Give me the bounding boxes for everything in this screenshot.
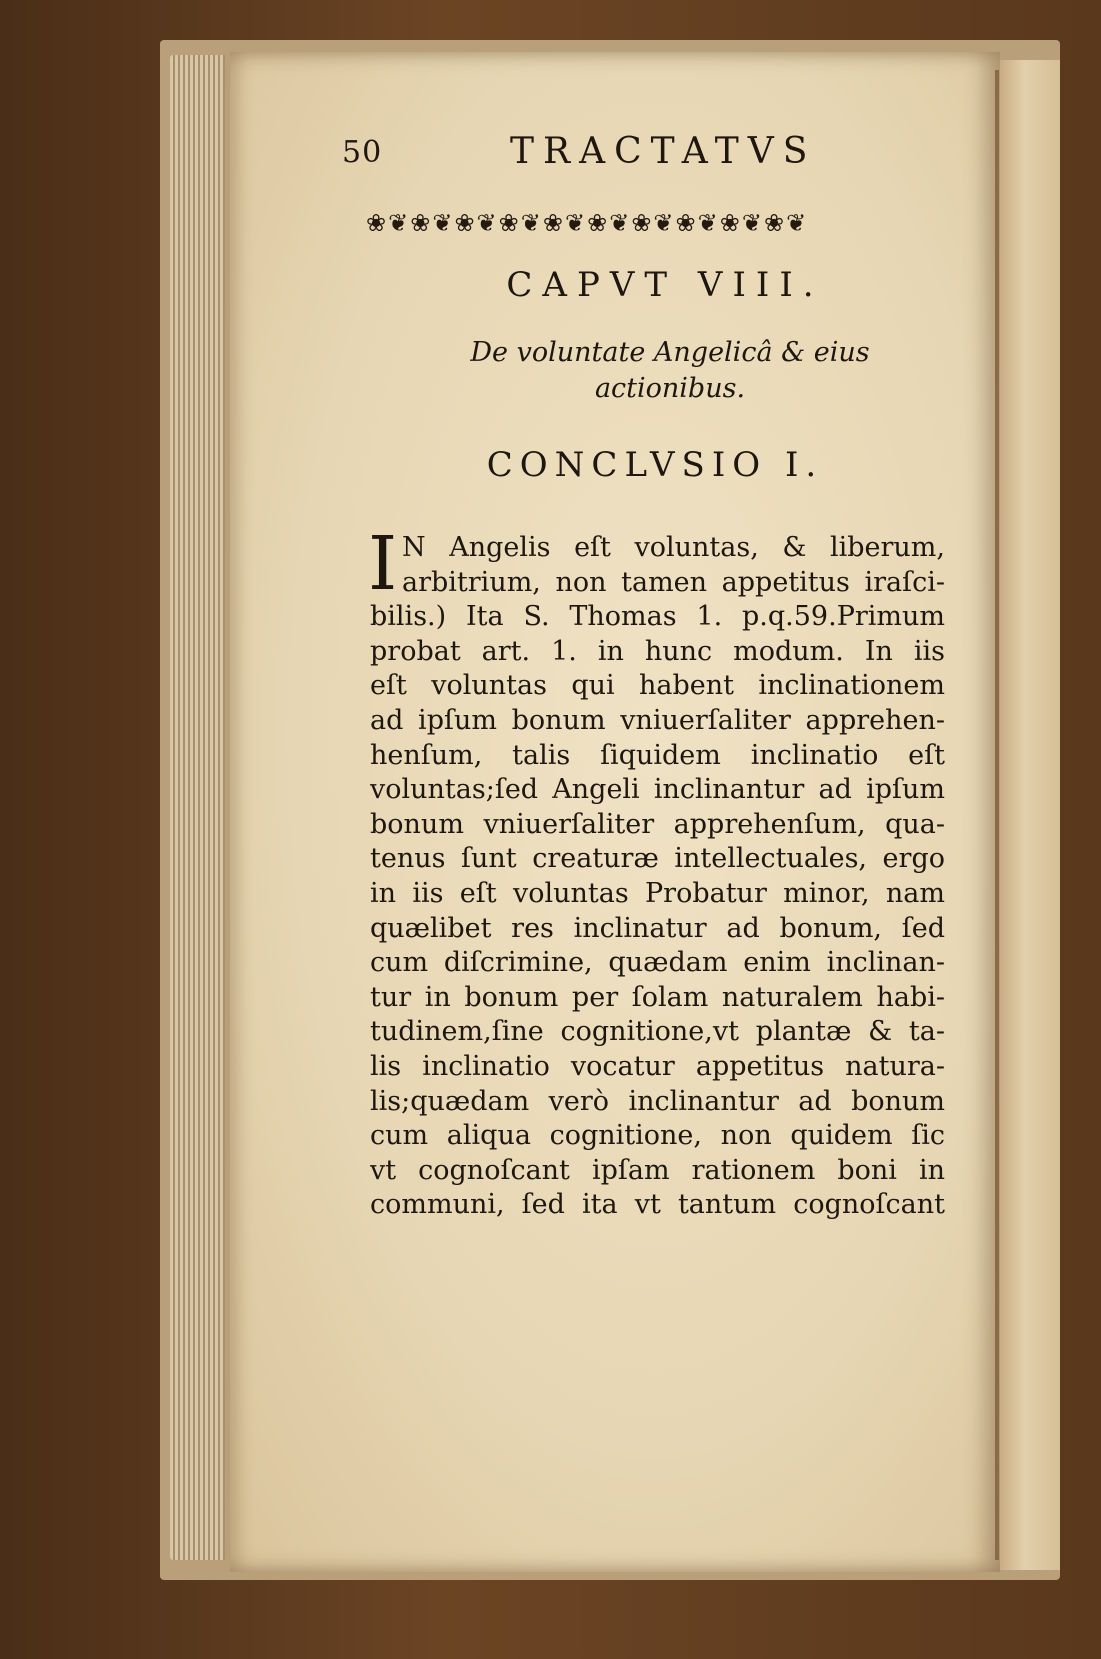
chapter-subtitle [330,335,950,407]
facing-page-edge [1000,60,1060,1570]
text-line: arbitrium, non tamen appetitus iraſci- [402,566,945,598]
text-line: bonum vniuerſaliter apprehenſum, qua- [370,808,945,840]
page-number: 50 [342,135,383,170]
text-line: bilis.) Ita S. Thomas 1. p.q.59.Primum [370,601,945,633]
chapter-subtitle-line-2: actionibus. [594,373,746,404]
text-line: cum diſcrimine, quædam enim inclinan- [370,947,945,979]
text-line: henſum, talis ſiquidem inclinatio eſt [370,739,945,771]
drop-cap: I [368,521,398,607]
text-line: probat art. 1. in hunc modum. In iis [370,635,945,667]
text-line: N Angelis eſt voluntas, & liberum, [402,532,945,563]
text-line: quælibet res inclinatur ad bonum, ſed [370,912,945,944]
text-line: lis;quædam verò inclinantur ad bonum [370,1085,945,1117]
text-line: tenus ſunt creaturæ intellectuales, ergo [370,843,945,875]
ornamental-band: ❀❦❀❦❀❦❀❦❀❦❀❦❀❦❀❦❀❦❀❦ [366,209,809,237]
page-edges [170,55,225,1560]
text-line: in iis eſt voluntas Probatur minor, nam [370,877,945,909]
gutter [995,70,999,1560]
page-text-area [330,125,950,1545]
conclusion-title: CONCLVSIO I. [486,445,824,485]
text-line: tur in bonum per ſolam naturalem habi- [370,981,945,1013]
body-text [368,521,945,1223]
text-line: communi, ſed ita vt tantum cognoſcant [370,1189,945,1221]
running-title: TRACTATVS [510,131,817,172]
text-line: eſt voluntas qui habent inclinationem [370,670,945,702]
text-line: voluntas;ſed Angeli inclinantur ad ipſum [370,774,945,806]
text-line: lis inclinatio vocatur appetitus natura- [370,1050,945,1082]
text-line: tudinem,ſine cognitione,vt plantæ & ta- [370,1016,945,1048]
chapter-subtitle-line-1: De voluntate Angelicâ & eius [470,337,870,368]
text-line: cum aliqua cognitione, non quidem ſic [370,1120,945,1152]
chapter-title: CAPVT VIII. [506,265,824,305]
running-header [330,125,950,185]
text-line: vt cognoſcant ipſam rationem boni in [370,1154,945,1186]
text-line: ad ipſum bonum vniuerſaliter apprehen- [370,704,945,736]
